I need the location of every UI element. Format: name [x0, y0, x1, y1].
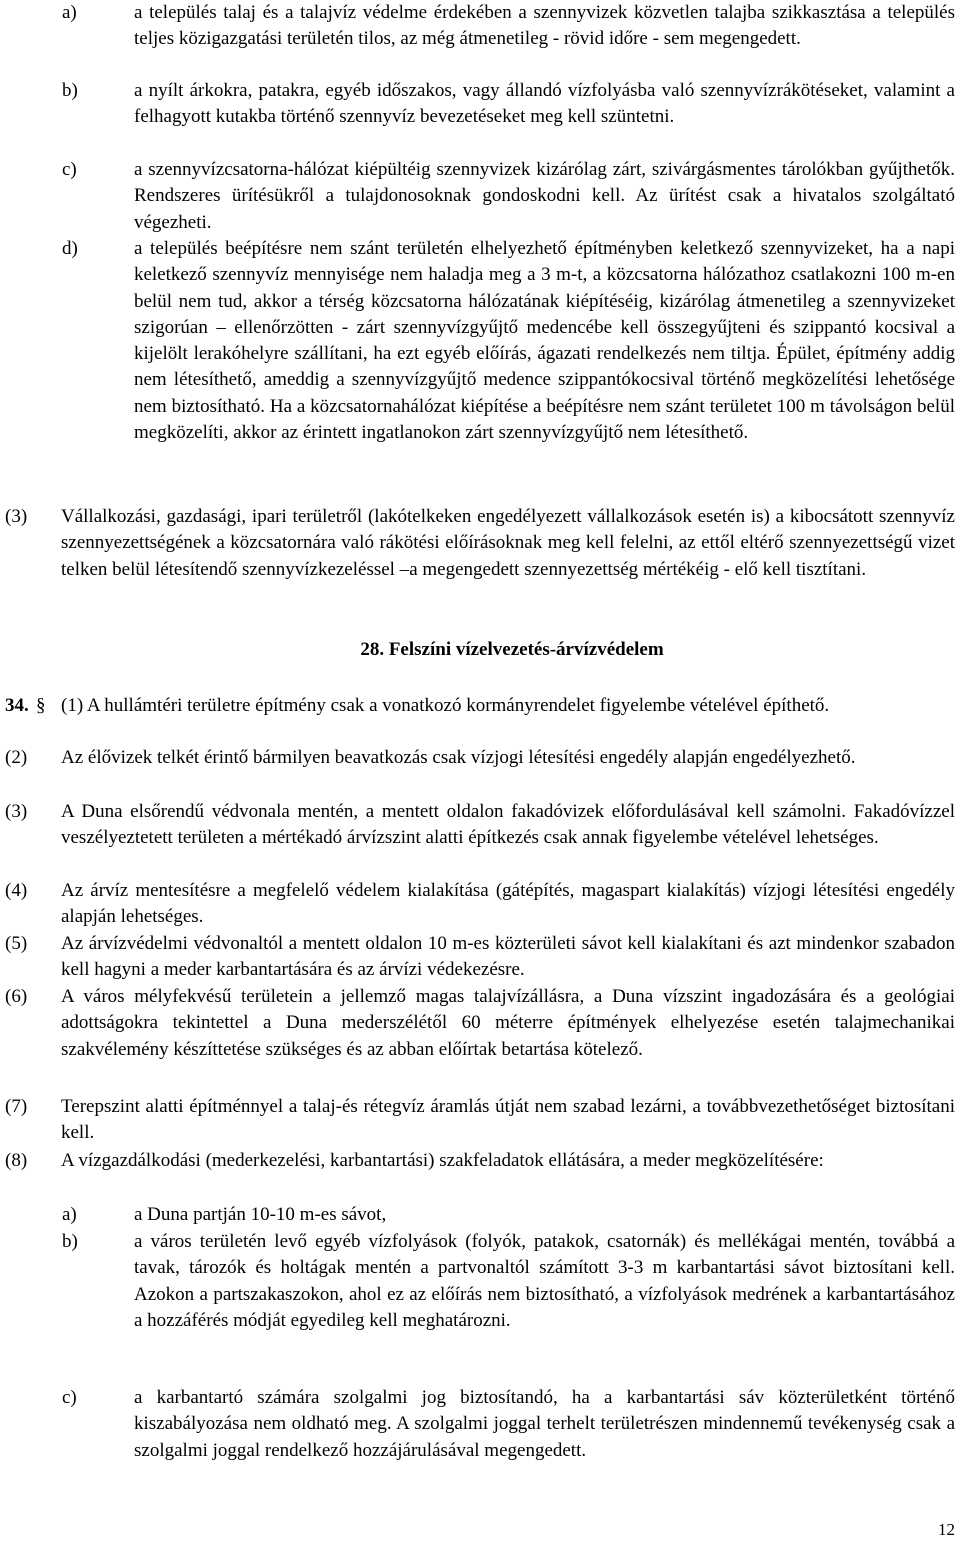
list-item-8a [0, 1202, 955, 1228]
item-label: c) [62, 1387, 77, 1408]
paragraph-label: (3) [5, 506, 28, 527]
paragraph-label: (3) [5, 801, 28, 822]
item-text: a szennyvízcsatorna-hálózat kiépültéig szennyvizek kizárólag zárt, szivárgásmentes tárolókban gyűjthetők. Rendszeres ürítésükről a tulajdonosoknak gondoskodni kell. Az ürítést csak a hivatalos szolgáltató végezheti. [134, 159, 955, 233]
paragraph-4 [0, 878, 955, 931]
paragraph-2 [0, 745, 955, 771]
paragraph-text: Terepszint alatti építménnyel a talaj-és rétegvíz áramlás útját nem szabad lezárni, a továbbvezethetőséget biztosítani kell. [61, 1096, 955, 1144]
paragraph-5 [0, 931, 955, 984]
item-text: a karbantartó számára szolgalmi jog biztosítandó, ha a karbantartási sáv közterületként történő kiszabályozása nem oldható meg. A szolgalmi joggal terhelt területrészen mindennemű tevékenység csak a szolgalmi joggal rendelkező hozzájárulásával megengedett. [134, 1387, 955, 1461]
paragraph-text: A város mélyfekvésű területein a jellemző magas talajvízállásra, a Duna vízszint ingadozására és a geológiai adottságokra tekintettel a Duna mederszélétől 60 méterre építmények elhelyezése esetén talajmechanikai szakvélemény készíttetése szükséges és az abban előírtak betartása kötelező. [61, 986, 955, 1060]
paragraph-label: (4) [5, 880, 28, 901]
paragraph-label: (2) [5, 747, 28, 768]
item-label: c) [62, 159, 77, 180]
section-symbol: § [36, 695, 46, 716]
section-34 [0, 693, 955, 719]
paragraph-3 [0, 504, 955, 583]
list-item-a [0, 0, 955, 53]
item-label: d) [62, 238, 78, 259]
list-item-8b [0, 1229, 955, 1334]
item-text: a település talaj és a talajvíz védelme érdekében a szennyvizek közvetlen talajba szikkasztása a település teljes közigazgatási területén tilos, az még átmenetileg - rövid időre - sem megengedett. [134, 2, 955, 50]
paragraph-label: (1) [61, 695, 84, 716]
item-text: a nyílt árkokra, patakra, egyéb időszakos, vagy állandó vízfolyásba való szennyvízrákötéseket, valamint a felhagyott kutakba történő szennyvíz bevezetéseket meg kell szüntetni. [134, 80, 955, 128]
item-text: a Duna partján 10-10 m-es sávot, [134, 1204, 387, 1225]
list-item-d [0, 236, 955, 446]
paragraph-8 [0, 1148, 955, 1174]
paragraph-label: (6) [5, 986, 28, 1007]
paragraph-label: (8) [5, 1150, 28, 1171]
item-text: a város területén levő egyéb vízfolyások (folyók, patakok, csatornák) és mellékágai mentén, továbbá a tavak, tározók és holtágak mentén a partvonaltól számított 3-3 m karbantartási sávot biztosítani kell. Azokon a partszakaszokon, ahol ez az előírás nem biztosítható, a vízfolyások medrének a karbantartásához a hozzáférés módját egyedileg kell meghatározni. [134, 1231, 955, 1331]
paragraph-label: (7) [5, 1096, 28, 1117]
item-label: b) [62, 80, 78, 101]
list-item-8c [0, 1385, 955, 1464]
paragraph-6 [0, 984, 955, 1063]
paragraph-text: Az árvíz mentesítésre a megfelelő védelem kialakítása (gátépítés, magaspart kialakítás) vízjogi létesítési engedély alapján lehetséges. [61, 880, 955, 928]
paragraph-3b [0, 799, 955, 852]
item-text: a település beépítésre nem szánt területén elhelyezhető építményben keletkező szennyvizeket, ha a napi keletkező szennyvíz mennyisége nem haladja meg a 3 m-t, a közcsatorna hálózathoz csatlakozni 100 m-en belül nem tud, akkor a térség közcsatorna hálózatának kiépítéséig, kizárólag átmenetileg a szennyvizeket szigorúan – ellenőrzötten - zárt szennyvízgyűjtő medencébe kell összegyűjteni és szippantó kocsival a kijelölt lerakóhelyre szállítani, ha ezt egyéb előírás, ágazati rendelkezés nem tiltja. Épület, építmény addig nem létesíthető, ameddig a szennyvízgyűjtő medence szippantókocsival történő megközelítési lehetősége nem biztosítható. Ha a közcsatornahálózat kiépítése a beépítésre nem szánt területet 100 m távolságon belül megközelíti, akkor az érintett ingatlanokon zárt szennyvízgyűjtő nem létesíthető. [134, 238, 955, 444]
paragraph-text: Az élővizek telkét érintő bármilyen beavatkozás csak vízjogi létesítési engedély alapján engedélyezhető. [61, 747, 856, 768]
paragraph-text: Vállalkozási, gazdasági, ipari területről (lakótelkeken engedélyezett vállalkozások esetén is) a kibocsátott szennyvíz szennyezettségének a közcsatornára való rákötési előírásoknak meg kell felelni, az ettől eltérő szennyezettségű vizet telken belül létesítendő szennyvízkezeléssel –a megengedett szennyezettség mértékéig - elő kell tisztítani. [61, 506, 955, 580]
paragraph-text: Az árvízvédelmi védvonaltól a mentett oldalon 10 m-es közterületi sávot kell kialakítani és azt mindenkor szabadon kell hagyni a meder karbantartására és az árvízi védekezésre. [61, 933, 955, 981]
paragraph-text: A hullámtéri területre építmény csak a vonatkozó kormányrendelet figyelembe vételével építhető. [86, 695, 830, 716]
page-number: 12 [938, 1520, 955, 1539]
item-label: b) [62, 1231, 78, 1252]
paragraph-text: A vízgazdálkodási (mederkezelési, karbantartási) szakfeladatok ellátására, a meder megközelítésére: [61, 1150, 824, 1171]
paragraph-7 [0, 1094, 955, 1147]
item-label: a) [62, 1204, 77, 1225]
paragraph-text: A Duna elsőrendű védvonala mentén, a mentett oldalon fakadóvizek előfordulásával kell számolni. Fakadóvízzel veszélyeztetett területen a mértékadó árvízszint alatti építkezés csak annak figyelembe vételével lehetséges. [61, 801, 955, 849]
section-heading: 28. Felszíni vízelvezetés-árvízvédelem [360, 639, 664, 660]
paragraph-label: (5) [5, 933, 28, 954]
section-number: 34. [5, 695, 29, 716]
list-item-c [0, 157, 955, 236]
list-item-b [0, 78, 955, 131]
item-label: a) [62, 2, 77, 23]
